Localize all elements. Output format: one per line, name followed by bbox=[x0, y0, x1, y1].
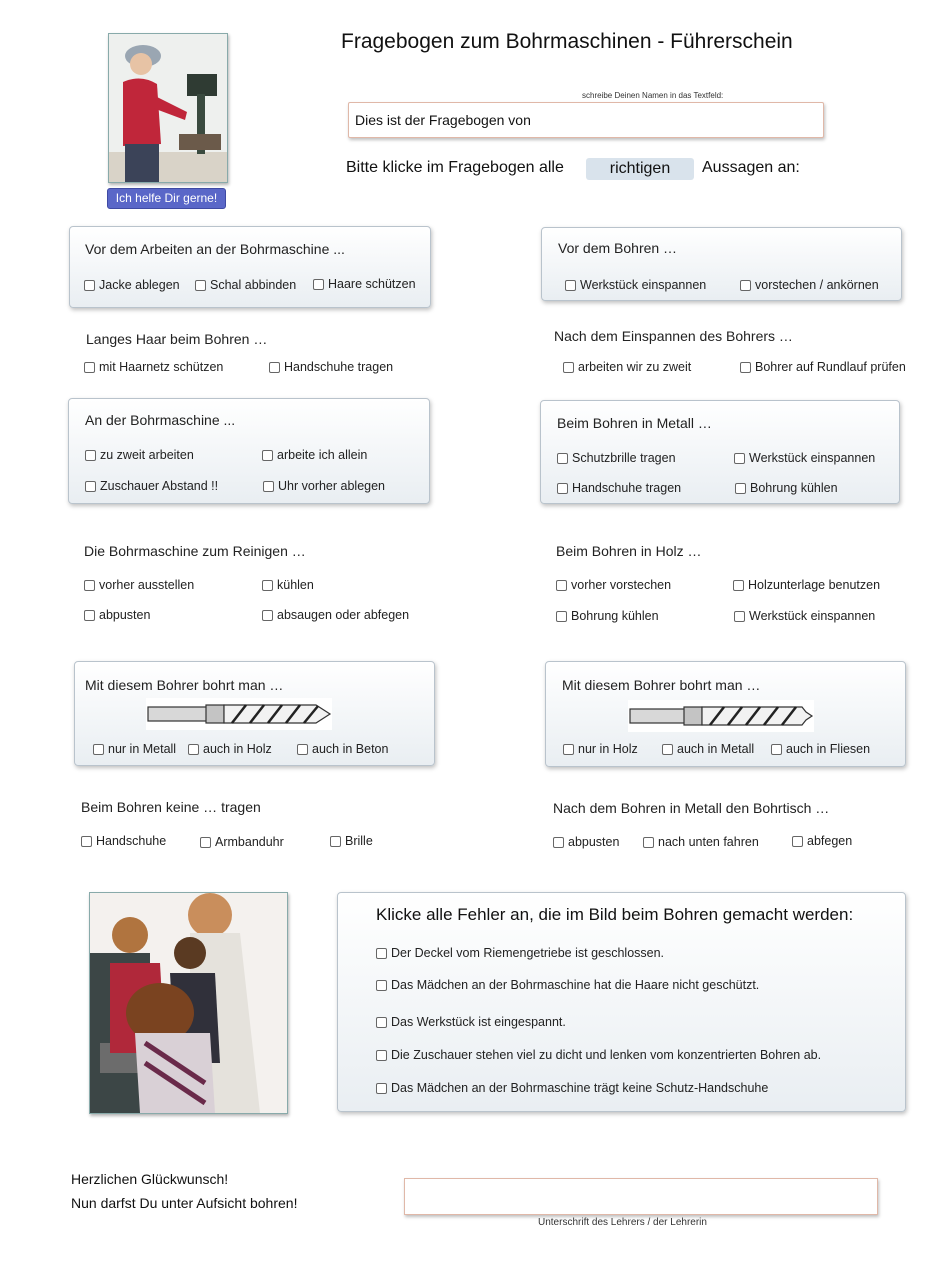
checkbox[interactable] bbox=[662, 744, 673, 755]
question-title: Vor dem Bohren … bbox=[558, 240, 678, 256]
instruction-highlight: richtigen bbox=[586, 158, 694, 180]
question-box bbox=[69, 226, 431, 308]
answer-option[interactable]: Werkstück einspannen bbox=[734, 451, 875, 465]
name-field-hint: schreibe Deinen Namen in das Textfeld: bbox=[582, 91, 724, 100]
answer-option[interactable]: Bohrung kühlen bbox=[556, 609, 659, 623]
answer-option[interactable]: nur in Metall bbox=[93, 742, 176, 756]
student-drill-photo bbox=[108, 33, 228, 183]
checkbox[interactable] bbox=[200, 837, 211, 848]
error-option[interactable]: Das Mädchen an der Bohrmaschine trägt keine Schutz-Handschuhe bbox=[376, 1081, 768, 1095]
question-title: Nach dem Einspannen des Bohrers … bbox=[554, 328, 793, 344]
checkbox[interactable] bbox=[771, 744, 782, 755]
answer-option[interactable]: Handschuhe bbox=[81, 834, 166, 848]
checkbox[interactable] bbox=[195, 280, 206, 291]
instruction-text-end: Aussagen an: bbox=[702, 159, 800, 176]
checkbox[interactable] bbox=[376, 1083, 387, 1094]
checkbox[interactable] bbox=[85, 481, 96, 492]
question-title: Beim Bohren in Holz … bbox=[556, 543, 702, 559]
answer-option[interactable]: Schutzbrille tragen bbox=[557, 451, 676, 465]
congratulations-text: Herzlichen Glückwunsch! bbox=[71, 1171, 229, 1187]
answer-option[interactable]: Bohrung kühlen bbox=[735, 481, 838, 495]
question-title: Mit diesem Bohrer bohrt man … bbox=[85, 677, 284, 693]
question-title: An der Bohrmaschine ... bbox=[85, 412, 236, 428]
checkbox[interactable] bbox=[188, 744, 199, 755]
answer-option[interactable]: Bohrer auf Rundlauf prüfen bbox=[740, 360, 906, 374]
answer-option[interactable]: nach unten fahren bbox=[643, 835, 759, 849]
error-question-title: Klicke alle Fehler an, die im Bild beim Bohren gemacht werden: bbox=[376, 905, 854, 924]
answer-option[interactable]: kühlen bbox=[262, 578, 314, 592]
checkbox[interactable] bbox=[81, 836, 92, 847]
checkbox[interactable] bbox=[734, 611, 745, 622]
help-button[interactable]: Ich helfe Dir gerne! bbox=[107, 188, 226, 209]
checkbox[interactable] bbox=[557, 453, 568, 464]
answer-option[interactable]: nur in Holz bbox=[563, 742, 638, 756]
answer-option[interactable]: Holzunterlage benutzen bbox=[733, 578, 880, 592]
checkbox[interactable] bbox=[313, 279, 324, 290]
error-option[interactable]: Die Zuschauer stehen viel zu dicht und lenken vom konzentrierten Bohren ab. bbox=[376, 1048, 821, 1062]
checkbox[interactable] bbox=[297, 744, 308, 755]
answer-option[interactable]: Schal abbinden bbox=[195, 278, 296, 292]
question-title: Die Bohrmaschine zum Reinigen … bbox=[84, 543, 306, 559]
drilling-scene-photo bbox=[89, 892, 288, 1114]
checkbox[interactable] bbox=[84, 610, 95, 621]
checkbox[interactable] bbox=[93, 744, 104, 755]
checkbox[interactable] bbox=[262, 450, 273, 461]
answer-option[interactable]: vorher vorstechen bbox=[556, 578, 671, 592]
question-title: Nach dem Bohren in Metall den Bohrtisch … bbox=[553, 800, 830, 816]
checkbox[interactable] bbox=[330, 836, 341, 847]
checkbox[interactable] bbox=[792, 836, 803, 847]
answer-option[interactable]: zu zweit arbeiten bbox=[85, 448, 194, 462]
checkbox[interactable] bbox=[85, 450, 96, 461]
name-input[interactable]: Dies ist der Fragebogen von bbox=[348, 102, 824, 138]
checkbox[interactable] bbox=[563, 362, 574, 373]
checkbox[interactable] bbox=[84, 580, 95, 591]
checkbox[interactable] bbox=[376, 948, 387, 959]
answer-option[interactable]: vorher ausstellen bbox=[84, 578, 194, 592]
answer-option[interactable]: arbeiten wir zu zweit bbox=[563, 360, 691, 374]
question-title: Langes Haar beim Bohren … bbox=[86, 331, 268, 347]
question-title: Beim Bohren in Metall … bbox=[557, 415, 712, 431]
answer-option[interactable]: Uhr vorher ablegen bbox=[263, 479, 385, 493]
teacher-signature-field[interactable] bbox=[404, 1178, 878, 1215]
question-title: Beim Bohren keine … tragen bbox=[81, 799, 261, 815]
checkbox[interactable] bbox=[734, 453, 745, 464]
answer-option[interactable]: Zuschauer Abstand !! bbox=[85, 479, 218, 493]
checkbox[interactable] bbox=[740, 280, 751, 291]
answer-option[interactable]: Handschuhe tragen bbox=[557, 481, 681, 495]
answer-option[interactable]: Armbanduhr bbox=[200, 835, 284, 849]
answer-option[interactable]: abpusten bbox=[553, 835, 619, 849]
checkbox[interactable] bbox=[735, 483, 746, 494]
error-option[interactable]: Das Werkstück ist eingespannt. bbox=[376, 1015, 566, 1029]
answer-option[interactable]: Werkstück einspannen bbox=[565, 278, 706, 292]
answer-option[interactable]: abfegen bbox=[792, 834, 852, 848]
answer-option[interactable]: arbeite ich allein bbox=[262, 448, 367, 462]
checkbox[interactable] bbox=[262, 580, 273, 591]
checkbox[interactable] bbox=[557, 483, 568, 494]
answer-option[interactable]: auch in Beton bbox=[297, 742, 388, 756]
checkbox[interactable] bbox=[733, 580, 744, 591]
checkbox[interactable] bbox=[565, 280, 576, 291]
checkbox[interactable] bbox=[556, 611, 567, 622]
checkbox[interactable] bbox=[262, 610, 273, 621]
question-title: Vor dem Arbeiten an der Bohrmaschine ... bbox=[85, 241, 345, 257]
checkbox[interactable] bbox=[376, 1017, 387, 1028]
answer-option[interactable]: Brille bbox=[330, 834, 373, 848]
checkbox[interactable] bbox=[740, 362, 751, 373]
checkbox[interactable] bbox=[376, 980, 387, 991]
page-title: Fragebogen zum Bohrmaschinen - Führerschein bbox=[341, 30, 793, 53]
checkbox[interactable] bbox=[84, 362, 95, 373]
answer-option[interactable]: Haare schützen bbox=[313, 277, 416, 291]
permission-text: Nun darfst Du unter Aufsicht bohren! bbox=[71, 1195, 298, 1211]
masonry-drill-bit-icon bbox=[146, 698, 332, 730]
instruction-text-start: Bitte klicke im Fragebogen alle bbox=[346, 159, 564, 176]
checkbox[interactable] bbox=[376, 1050, 387, 1061]
checkbox[interactable] bbox=[563, 744, 574, 755]
answer-option[interactable]: mit Haarnetz schützen bbox=[84, 360, 223, 374]
error-question-box bbox=[337, 892, 906, 1112]
answer-option[interactable]: auch in Metall bbox=[662, 742, 754, 756]
answer-option[interactable]: auch in Holz bbox=[188, 742, 272, 756]
answer-option[interactable]: absaugen oder abfegen bbox=[262, 608, 409, 622]
answer-option[interactable]: Handschuhe tragen bbox=[269, 360, 393, 374]
checkbox[interactable] bbox=[643, 837, 654, 848]
signature-caption: Unterschrift des Lehrers / der Lehrerin bbox=[538, 1217, 707, 1228]
answer-option[interactable]: Werkstück einspannen bbox=[734, 609, 875, 623]
answer-option[interactable]: Jacke ablegen bbox=[84, 278, 180, 292]
error-option[interactable]: Das Mädchen an der Bohrmaschine hat die Haare nicht geschützt. bbox=[376, 978, 759, 992]
wood-drill-bit-icon bbox=[628, 700, 814, 732]
checkbox[interactable] bbox=[263, 481, 274, 492]
error-option[interactable]: Der Deckel vom Riemengetriebe ist geschlossen. bbox=[376, 946, 664, 960]
checkbox[interactable] bbox=[556, 580, 567, 591]
answer-option[interactable]: vorstechen / ankörnen bbox=[740, 278, 879, 292]
question-title: Mit diesem Bohrer bohrt man … bbox=[562, 677, 761, 693]
checkbox[interactable] bbox=[269, 362, 280, 373]
checkbox[interactable] bbox=[84, 280, 95, 291]
checkbox[interactable] bbox=[553, 837, 564, 848]
answer-option[interactable]: auch in Fliesen bbox=[771, 742, 870, 756]
answer-option[interactable]: abpusten bbox=[84, 608, 150, 622]
